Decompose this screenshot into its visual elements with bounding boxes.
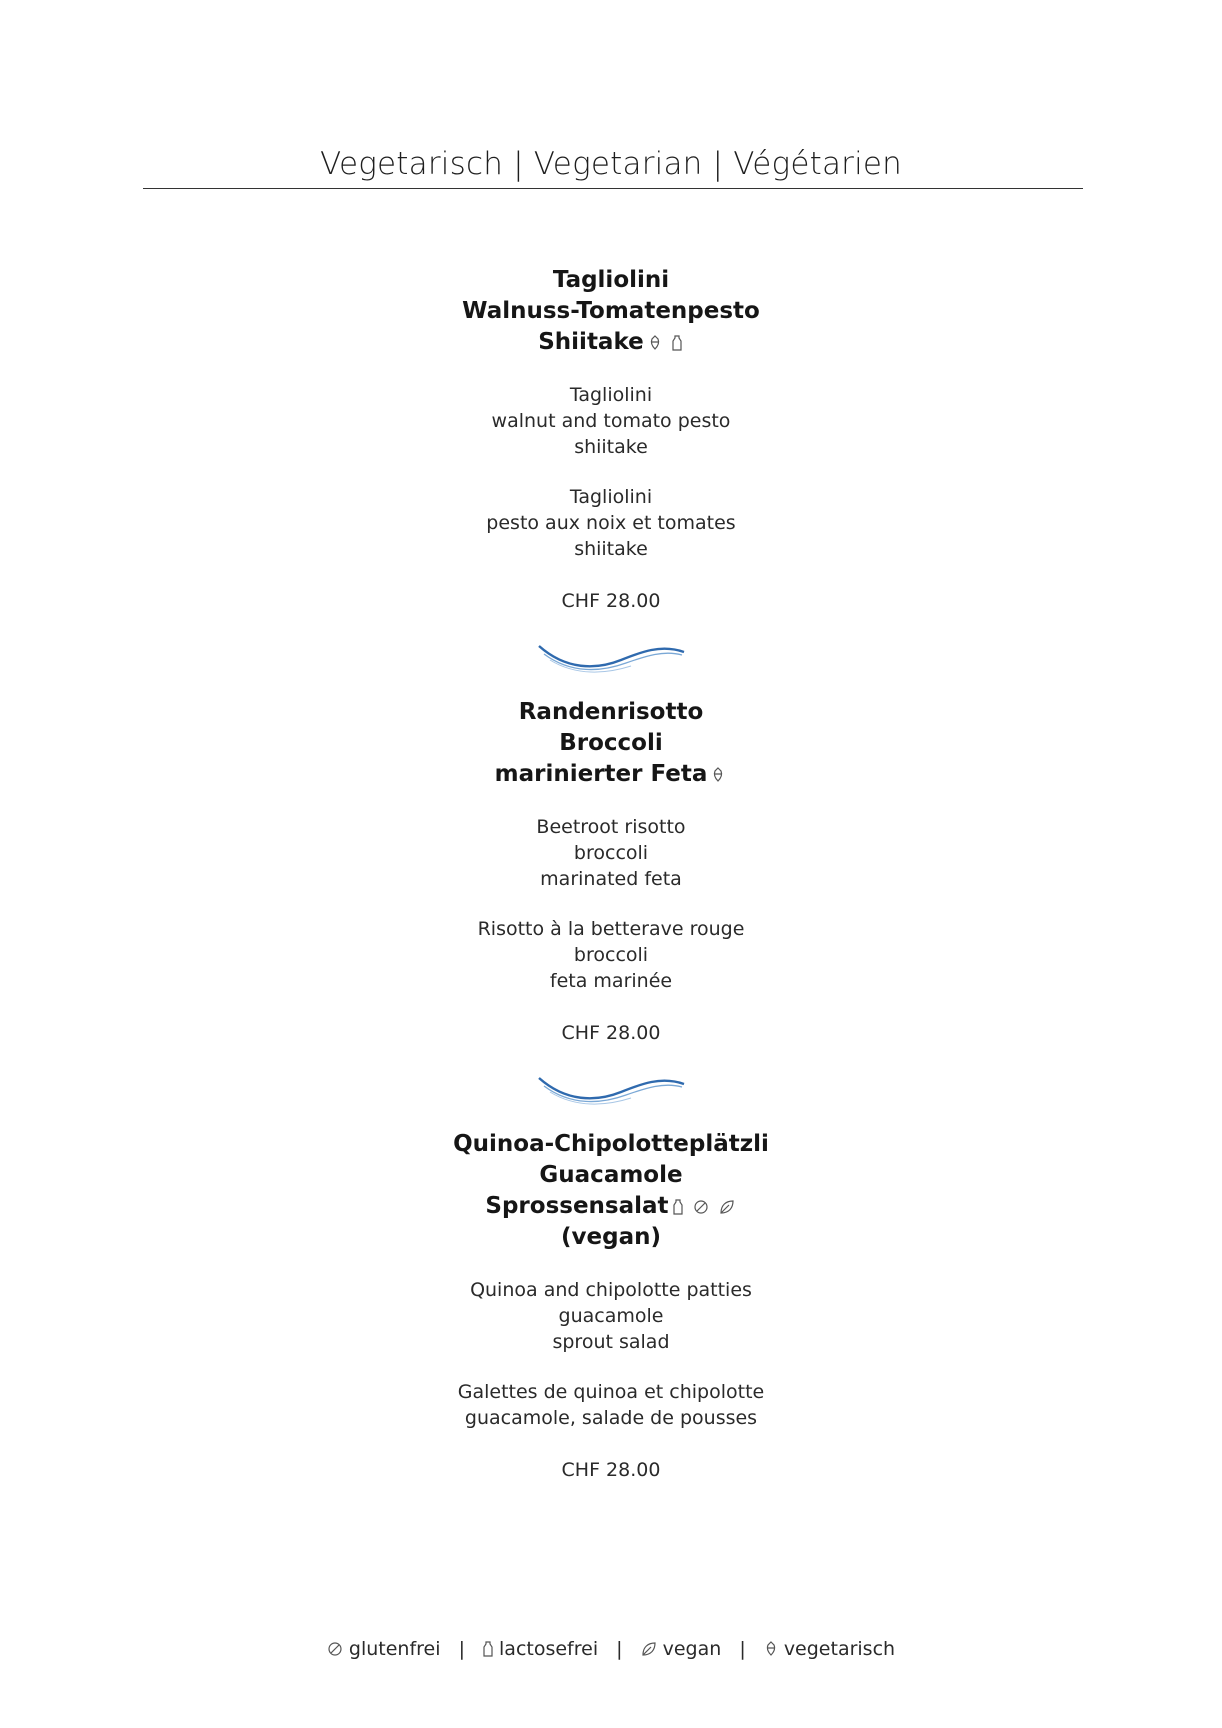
wave-divider-icon: [536, 638, 686, 678]
legend-gluten-free: glutenfrei: [348, 1638, 441, 1660]
vegetarian-icon: [764, 1641, 778, 1657]
description-french: Tagliolini pesto aux noix et tomates shiitake: [486, 486, 736, 560]
legend-lactose-free: lactosefrei: [499, 1638, 599, 1660]
allergen-legend: [0, 1636, 1222, 1662]
lactose-free-icon: [673, 1199, 683, 1215]
vegetarian-icon: [648, 335, 662, 351]
price: CHF 28.00: [561, 590, 661, 612]
legend-vegan: vegan: [662, 1638, 722, 1660]
description-french: Galettes de quinoa et chipolotte guacamole, salade de pousses: [457, 1381, 765, 1429]
description-english: Beetroot risotto broccoli marinated feta: [536, 816, 686, 890]
vegetarian-icon: [711, 767, 725, 783]
description-english: Quinoa and chipolotte patties guacamole sprout salad: [470, 1279, 752, 1353]
dish-quinoa-patties: [0, 1129, 1222, 1483]
title-divider: [143, 188, 1083, 189]
price: CHF 28.00: [561, 1459, 661, 1481]
description-french: Risotto à la betterave rouge broccoli feta marinée: [477, 918, 745, 992]
lactose-free-icon: [672, 335, 682, 351]
gluten-free-icon: [327, 1641, 343, 1657]
legend-vegetarian: vegetarisch: [783, 1638, 896, 1660]
page-title: Vegetarisch | Vegetarian | Végétarien: [319, 146, 903, 182]
legend-separator: |: [458, 1638, 465, 1660]
dish-name: Quinoa-Chipolotteplätzli Guacamole Sprossensalat (vegan): [453, 1131, 769, 1250]
legend-separator: |: [616, 1638, 623, 1660]
lactose-free-icon: [483, 1641, 493, 1657]
gluten-free-icon: [693, 1199, 709, 1215]
description-english: Tagliolini walnut and tomato pesto shiitake: [491, 384, 731, 458]
legend-separator: |: [739, 1638, 746, 1660]
dish-name: Tagliolini Walnuss-Tomatenpesto Shiitake: [462, 267, 760, 355]
vegan-icon: [641, 1641, 657, 1657]
dish-randenrisotto: [0, 697, 1222, 1046]
dish-tagliolini: [0, 265, 1222, 614]
wave-divider-icon: [536, 1070, 686, 1110]
dish-name: Randenrisotto Broccoli marinierter Feta: [0, 697, 1222, 790]
vegan-icon: [719, 1199, 735, 1215]
price: CHF 28.00: [561, 1022, 661, 1044]
